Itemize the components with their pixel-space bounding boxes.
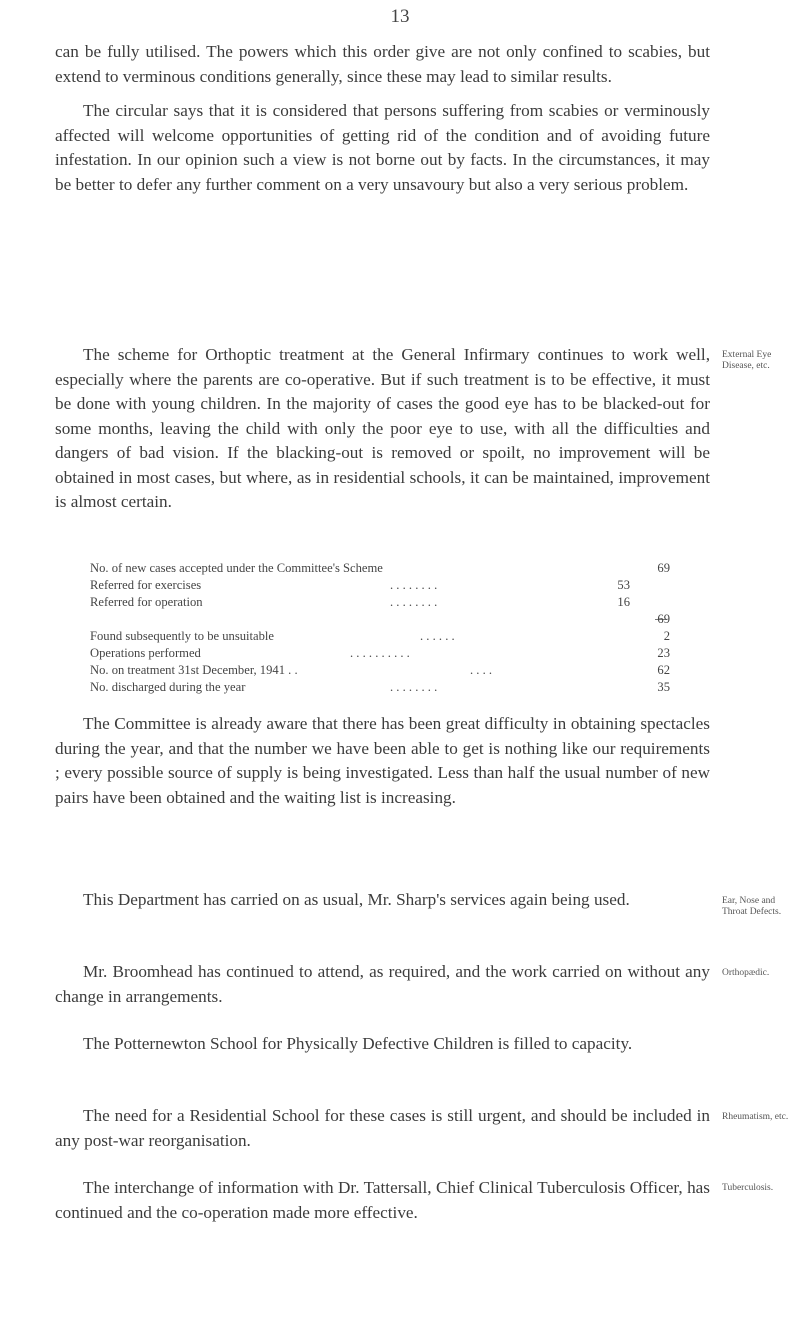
- stats-value: 69: [657, 561, 670, 575]
- stats-value: 53: [617, 578, 630, 592]
- stats-leader-dots: . . . . . .: [420, 629, 455, 643]
- margin-note-ent: Ear, Nose and Throat Defects.: [722, 896, 782, 917]
- orthoptic-statistics: [90, 560, 670, 696]
- stats-label: Found subsequently to be unsuitable: [90, 629, 274, 643]
- stats-leader-dots: . . . . . . . .: [390, 680, 438, 694]
- paragraph-continuation: can be fully utilised. The powers which this order give are not only confined to scabies, but extend to verminous conditions generally, since these may lead to similar results.: [55, 42, 710, 86]
- stats-value: 35: [657, 680, 670, 694]
- margin-note-rheumatism: Rheumatism, etc.: [722, 1112, 789, 1122]
- stats-row: [90, 560, 670, 577]
- stats-value: 23: [657, 646, 670, 660]
- text-block-top: [55, 40, 710, 197]
- stats-label: Operations performed: [90, 646, 201, 660]
- paragraph-orthoptic: The scheme for Orthoptic treatment at the General Infirmary continues to work well, especially where the parents are co-operative. But if such treatment is to be effective, it must be done with young children. In the majority of cases the good eye has to be blacked-out for some months, leaving the child with only the poor eye to use, with all the difficulties and dangers of bad vision. If the blacking-out is removed or spoilt, no improvement will be obtained in most cases, but where, as in residential schools, it can be maintained, improvement is almost certain.: [55, 345, 710, 511]
- paragraph-scabies-circular: The circular says that it is considered that persons suffering from scabies or verminously affected will welcome opportunities of getting rid of the condition and of avoiding future infestation. In our opinion such a view is not borne out by facts. In the circumstances, it may be better to defer any further comment on a very unsavoury but also a very serious problem.: [55, 101, 710, 194]
- stats-leader-dots: . . . . . . . .: [390, 595, 438, 609]
- margin-note-orthopaedic: Orthopædic.: [722, 968, 770, 978]
- paragraph-rheumatism: The need for a Residential School for these cases is still urgent, and should be included in any post-war reorganisation.: [55, 1106, 710, 1150]
- stats-label: No. discharged during the year: [90, 680, 246, 694]
- paragraph-potternewton: The Potternewton School for Physically Defective Children is filled to capacity.: [83, 1034, 633, 1053]
- stats-value: 2: [663, 629, 670, 643]
- stats-row: [90, 594, 670, 611]
- paragraph-ent: This Department has carried on as usual, Mr. Sharp's services again being used.: [83, 890, 630, 909]
- stats-row: [90, 645, 670, 662]
- stats-value: 16: [617, 595, 630, 609]
- text-block-ent: [55, 888, 710, 913]
- stats-label: No. on treatment 31st December, 1941 . .: [90, 663, 298, 677]
- paragraph-spectacles: The Committee is already aware that there has been great difficulty in obtaining spectacles during the year, and that the number we have been able to get is nothing like our requirements ; every possible source of supply is being investigated. Less than half the usual number of new pairs have been obtained and the waiting list is increasing.: [55, 714, 710, 807]
- stats-label: Referred for exercises: [90, 578, 202, 592]
- text-block-rheumatism: [55, 1104, 710, 1153]
- text-block-potternewton: [55, 1032, 710, 1057]
- stats-row-total: [90, 611, 670, 628]
- stats-label: Referred for operation: [90, 595, 203, 609]
- text-block-orthopaedic: [55, 960, 710, 1009]
- stats-row: [90, 679, 670, 696]
- text-block-spectacles: [55, 712, 710, 810]
- paragraph-tuberculosis: The interchange of information with Dr. Tattersall, Chief Clinical Tuberculosis Officer, has continued and the co-operation made more effective.: [55, 1178, 710, 1222]
- stats-leader-dots: . . . . . . . . . .: [350, 646, 410, 660]
- stats-leader-dots: . . . . . . . .: [390, 578, 438, 592]
- stats-leader-dots: . . . .: [470, 663, 493, 677]
- page-number: 13: [390, 6, 410, 27]
- text-block-tuberculosis: [55, 1176, 710, 1225]
- stats-row: [90, 662, 670, 679]
- stats-row: [90, 628, 670, 645]
- margin-note-tuberculosis: Tuberculosis.: [722, 1183, 774, 1193]
- stats-value: 62: [657, 663, 670, 677]
- text-block-orthoptic: [55, 343, 710, 515]
- stats-label: No. of new cases accepted under the Committee's Scheme: [90, 561, 383, 575]
- paragraph-orthopaedic: Mr. Broomhead has continued to attend, as required, and the work carried on without any change in arrangements.: [55, 962, 710, 1006]
- margin-note-eye-disease: External Eye Disease, etc.: [722, 350, 772, 371]
- stats-row: [90, 577, 670, 594]
- stats-value: 69: [657, 612, 670, 626]
